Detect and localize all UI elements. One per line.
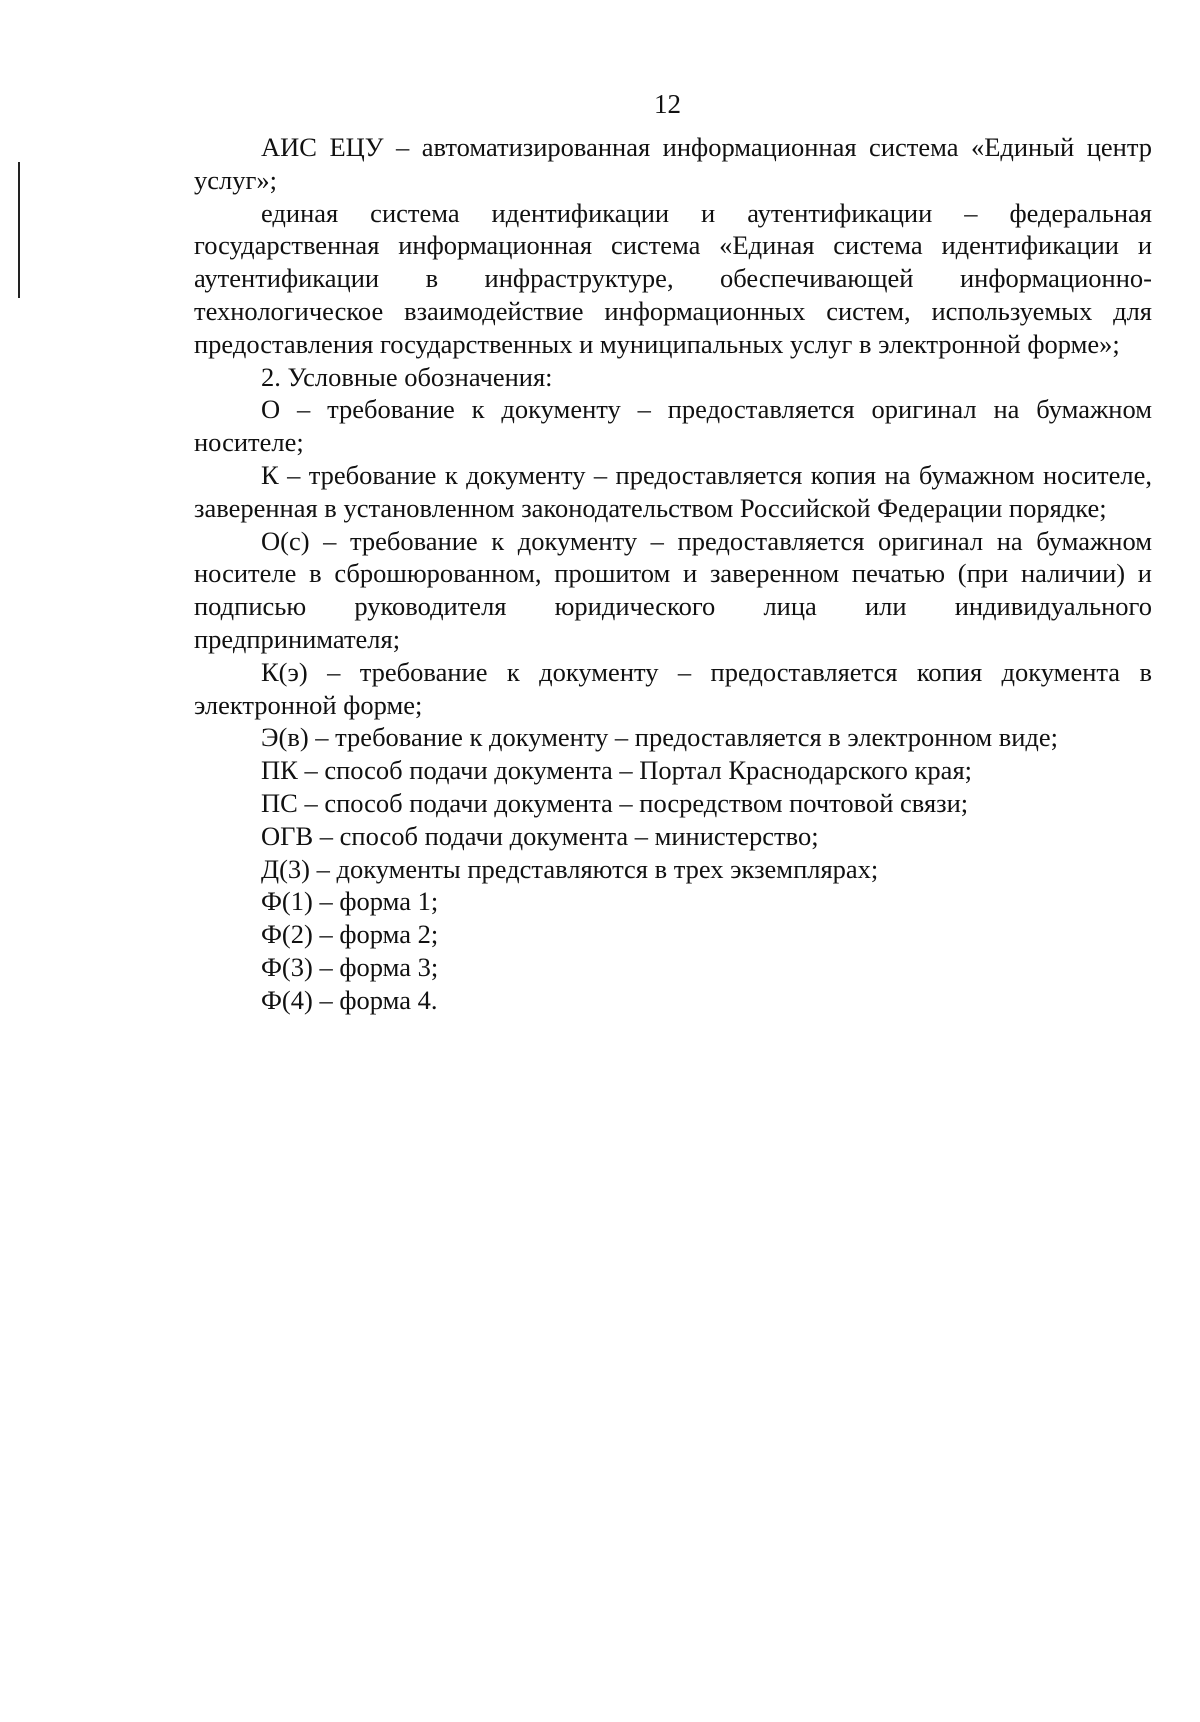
legend-item-o: О – требование к документу – предоставляется оригинал на бумажном носителе; (194, 394, 1152, 458)
legend-item-f1: Ф(1) – форма 1; (261, 886, 439, 917)
page-number: 12 (654, 89, 681, 119)
legend-item-f4: Ф(4) – форма 4. (261, 984, 438, 1015)
legend-item-d3: Д(3) – документы представляются в трех экземплярах; (261, 853, 879, 884)
section-heading-legend: 2. Условные обозначения: (261, 361, 553, 392)
legend-item-ogv: ОГВ – способ подачи документа – министерство; (261, 820, 819, 851)
legend-item-f2: Ф(2) – форма 2; (261, 919, 439, 950)
paragraph-esia-definition: единая система идентификации и аутентификации – федеральная государственная информационная система «Единая система идентификации и аутентификации в инфраструктуре, обеспечивающей информационно-технологическое взаимодействие информационных систем, используемых для предоставления государственных и муниципальных услуг в электронной форме»; (194, 197, 1152, 359)
legend-item-e-v: Э(в) – требование к документу – предоставляется в электронном виде; (261, 722, 1059, 753)
legend-item-o-s: О(с) – требование к документу – предоставляется оригинал на бумажном носителе в сброшюрованном, прошитом и заверенном печатью (при наличии) и подписью руководителя юридического лица или индивидуального предпринимателя; (194, 525, 1152, 654)
legend-item-pk: ПК – способ подачи документа – Портал Краснодарского края; (261, 755, 972, 786)
legend-item-f3: Ф(3) – форма 3; (261, 951, 439, 982)
legend-item-k-e: К(э) – требование к документу – предоставляется копия документа в электронной форме; (194, 656, 1152, 720)
paragraph-ais-ecu: АИС ЕЦУ – автоматизированная информационная система «Единый центр услуг»; (194, 132, 1152, 195)
margin-revision-bar (18, 162, 20, 298)
legend-item-ps: ПС – способ подачи документа – посредством почтовой связи; (261, 787, 969, 818)
legend-item-k: К – требование к документу – предоставляется копия на бумажном носителе, заверенная в установленном законодательством Российской Федерации порядке; (194, 459, 1152, 523)
document-body (194, 131, 1152, 1017)
